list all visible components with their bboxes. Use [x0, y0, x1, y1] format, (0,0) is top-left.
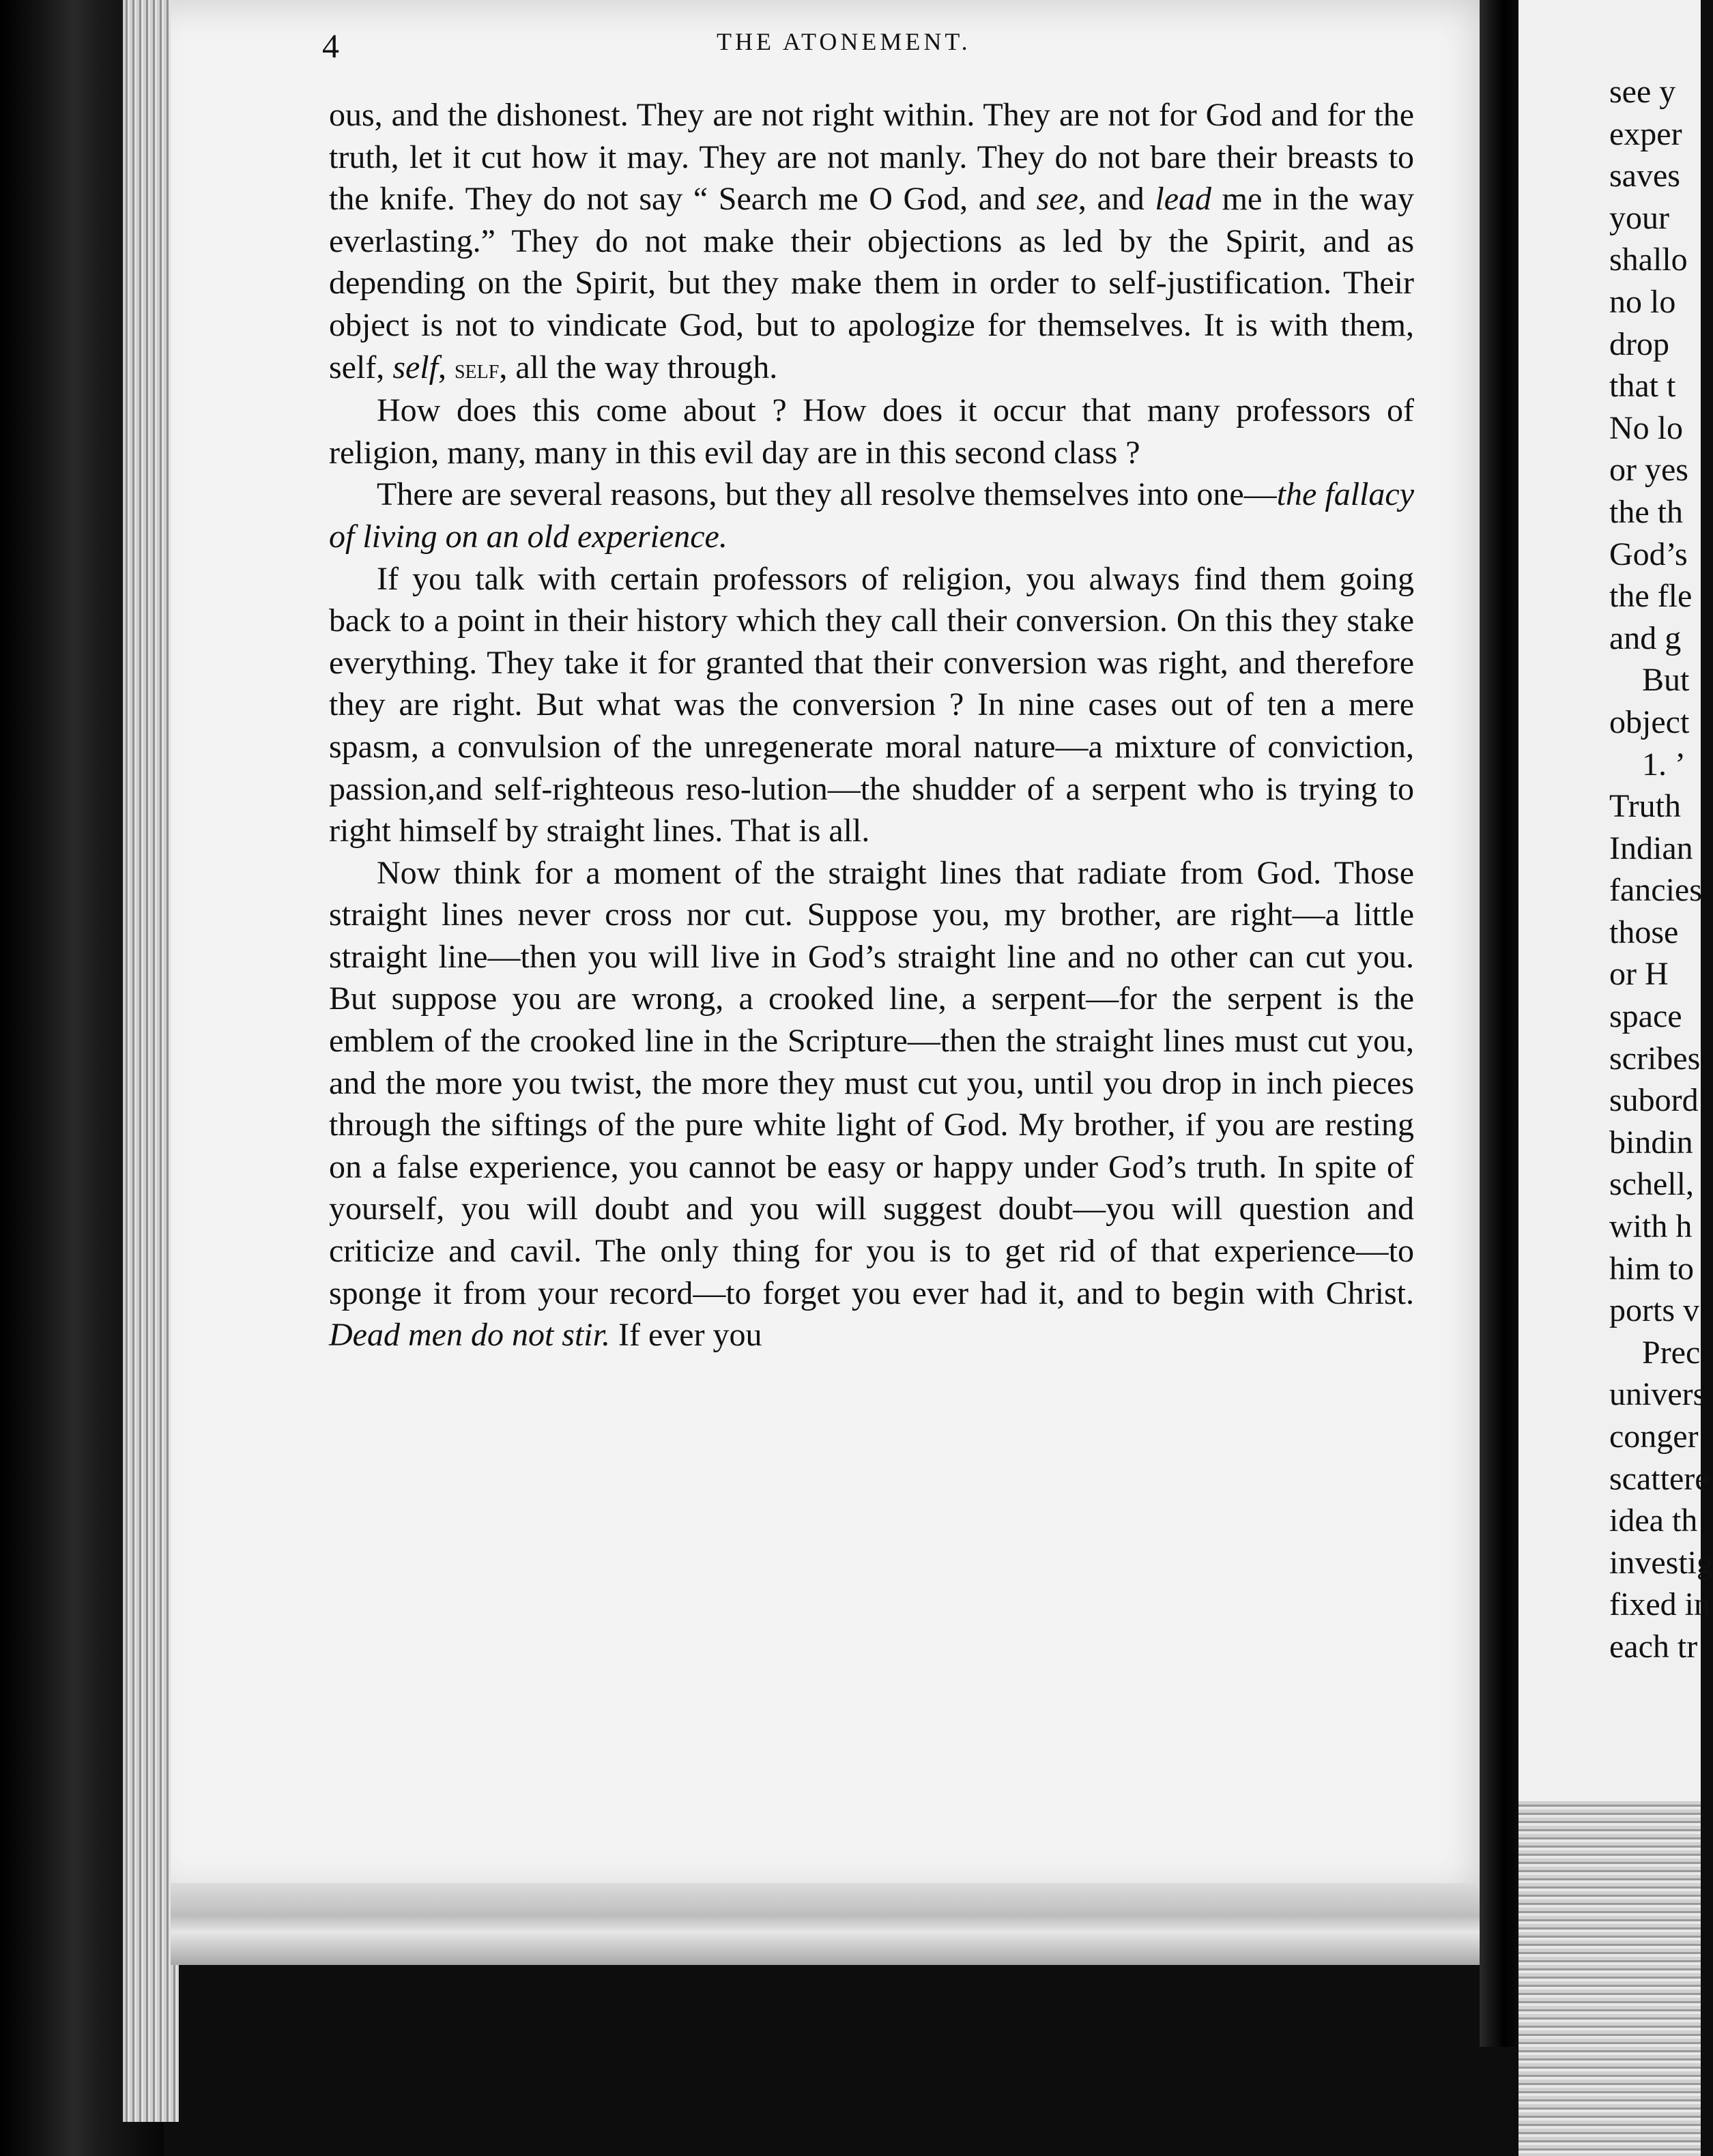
facing-page-line: each tr	[1609, 1628, 1698, 1665]
facing-page-line: no lo	[1609, 283, 1676, 320]
paragraph	[329, 852, 1414, 1356]
facing-page-line: saves	[1609, 158, 1680, 194]
facing-page-line: that t	[1609, 368, 1676, 405]
facing-page-line: schell,	[1609, 1166, 1694, 1203]
facing-page-line: subord	[1609, 1082, 1699, 1119]
facing-page-line: and g	[1609, 620, 1682, 656]
italic-text: the fallacy of living on an old experience.	[329, 476, 1414, 555]
text-run: ,	[437, 349, 455, 385]
facing-page-line: Indian	[1609, 830, 1693, 866]
body-text	[329, 94, 1414, 1356]
italic-text: see	[1036, 181, 1078, 218]
facing-page-line: drop	[1609, 325, 1669, 362]
small-caps-text: self	[454, 353, 500, 384]
italic-text: self	[392, 349, 438, 385]
facing-page-line: God’s	[1609, 536, 1688, 572]
facing-page-line: the fle	[1609, 578, 1693, 615]
facing-page-line: bindin	[1609, 1124, 1693, 1161]
text-run: me in the way everlasting.” They do not make their objections as led by the Spirit, and as depending on the Spirit, but they make them in order to self-justification. Their object is not to vindicate God, but to apologize for themselves. It is with them, self,	[329, 181, 1414, 385]
facing-page-line: space	[1609, 998, 1682, 1035]
facing-page-line: see y	[1609, 74, 1676, 110]
page-bottom-edge	[171, 1883, 1508, 1965]
facing-page-line: or yes	[1609, 452, 1688, 489]
facing-page-line: idea th	[1609, 1502, 1698, 1539]
facing-page-line: 1. ’	[1642, 746, 1686, 783]
facing-page-line: fancies	[1609, 872, 1702, 909]
facing-page-line: Truth	[1609, 788, 1681, 825]
running-head: THE ATONEMENT.	[717, 28, 971, 55]
facing-page-line: No lo	[1609, 409, 1683, 446]
facing-page-line: with h	[1609, 1208, 1693, 1245]
text-run: , all the way through.	[499, 349, 778, 385]
page-number: 4	[322, 27, 339, 65]
text-run: ous, and the dishonest. They are not right within. They are not for God and for the truth, let it cut how it may. They are not manly. They do not bare their breasts to the knife. They do not say “ Search me O God, and	[329, 97, 1414, 218]
paragraph	[329, 94, 1414, 390]
facing-page-line: conger	[1609, 1418, 1699, 1455]
facing-page-line: ports v	[1609, 1292, 1699, 1329]
text-run: How does this come about ? How does it occur that many professors of religion, many, many in this evil day are in this second class ?	[329, 392, 1414, 471]
facing-page-line: univers	[1609, 1376, 1706, 1413]
facing-page-line: But	[1642, 662, 1690, 699]
facing-page-edges	[1518, 1801, 1701, 2156]
text-run: If you talk with certain professors of religion, you always find them going back to a point in their history which they call their conversion. On this they stake everything. They take it for granted that their conversion was right, and therefore they are right. But what was the conversion ? In nine cases out of ten a mere spasm, a convulsion of the unregenerate moral nature—a mixture of conviction, passion,and self-righteous reso-lution—the shudder of a serpent who is trying to right himself by straight lines. That is all.	[329, 560, 1414, 849]
facing-page-line: object	[1609, 703, 1690, 740]
facing-page-line: or H	[1609, 956, 1669, 993]
facing-page-line: fixed in	[1609, 1586, 1710, 1623]
facing-page-line: Prec	[1642, 1334, 1701, 1371]
paragraph	[329, 474, 1414, 557]
italic-text: lead	[1155, 181, 1212, 218]
facing-page-line: scattere	[1609, 1460, 1710, 1497]
paragraph	[329, 558, 1414, 852]
facing-page-line: shallo	[1609, 242, 1688, 278]
text-run: , and	[1078, 181, 1155, 218]
facing-page-line: the th	[1609, 493, 1683, 530]
facing-page-line: scribes	[1609, 1040, 1701, 1077]
facing-page-line: him to	[1609, 1250, 1695, 1287]
text-run: There are several reasons, but they all resolve themselves into one—	[377, 476, 1277, 513]
paragraph	[329, 390, 1414, 474]
facing-page-line: investig	[1609, 1544, 1713, 1581]
facing-page-line: exper	[1609, 115, 1682, 152]
italic-text: Dead men do not stir.	[329, 1317, 610, 1354]
facing-page-text	[1609, 71, 1713, 1668]
text-run: If ever you	[609, 1317, 762, 1354]
facing-page-line: those	[1609, 914, 1679, 950]
facing-page-line: your	[1609, 199, 1669, 236]
text-run: Now think for a moment of the straight lines that radiate from God. Those straight lines never cross nor cut. Suppose you, my brother, are right—a little straight line—then you will live in God’s straight line and no other can cut you. But suppose you are wrong, a crooked line, a serpent—for the serpent is the emblem of the crooked line in the Scripture—then the straight lines must cut you, and the more you twist, the more they must cut you, until you drop in inch pieces through the siftings of the pure white light of God. My brother, if you are resting on a false experience, you cannot be easy or happy under God’s truth. In spite of yourself, you will doubt and you will suggest doubt—you will question and criticize and cavil. The only thing for you is to get rid of that experience—to sponge it from your record—to forget you ever had it, and to begin with Christ.	[329, 854, 1414, 1311]
